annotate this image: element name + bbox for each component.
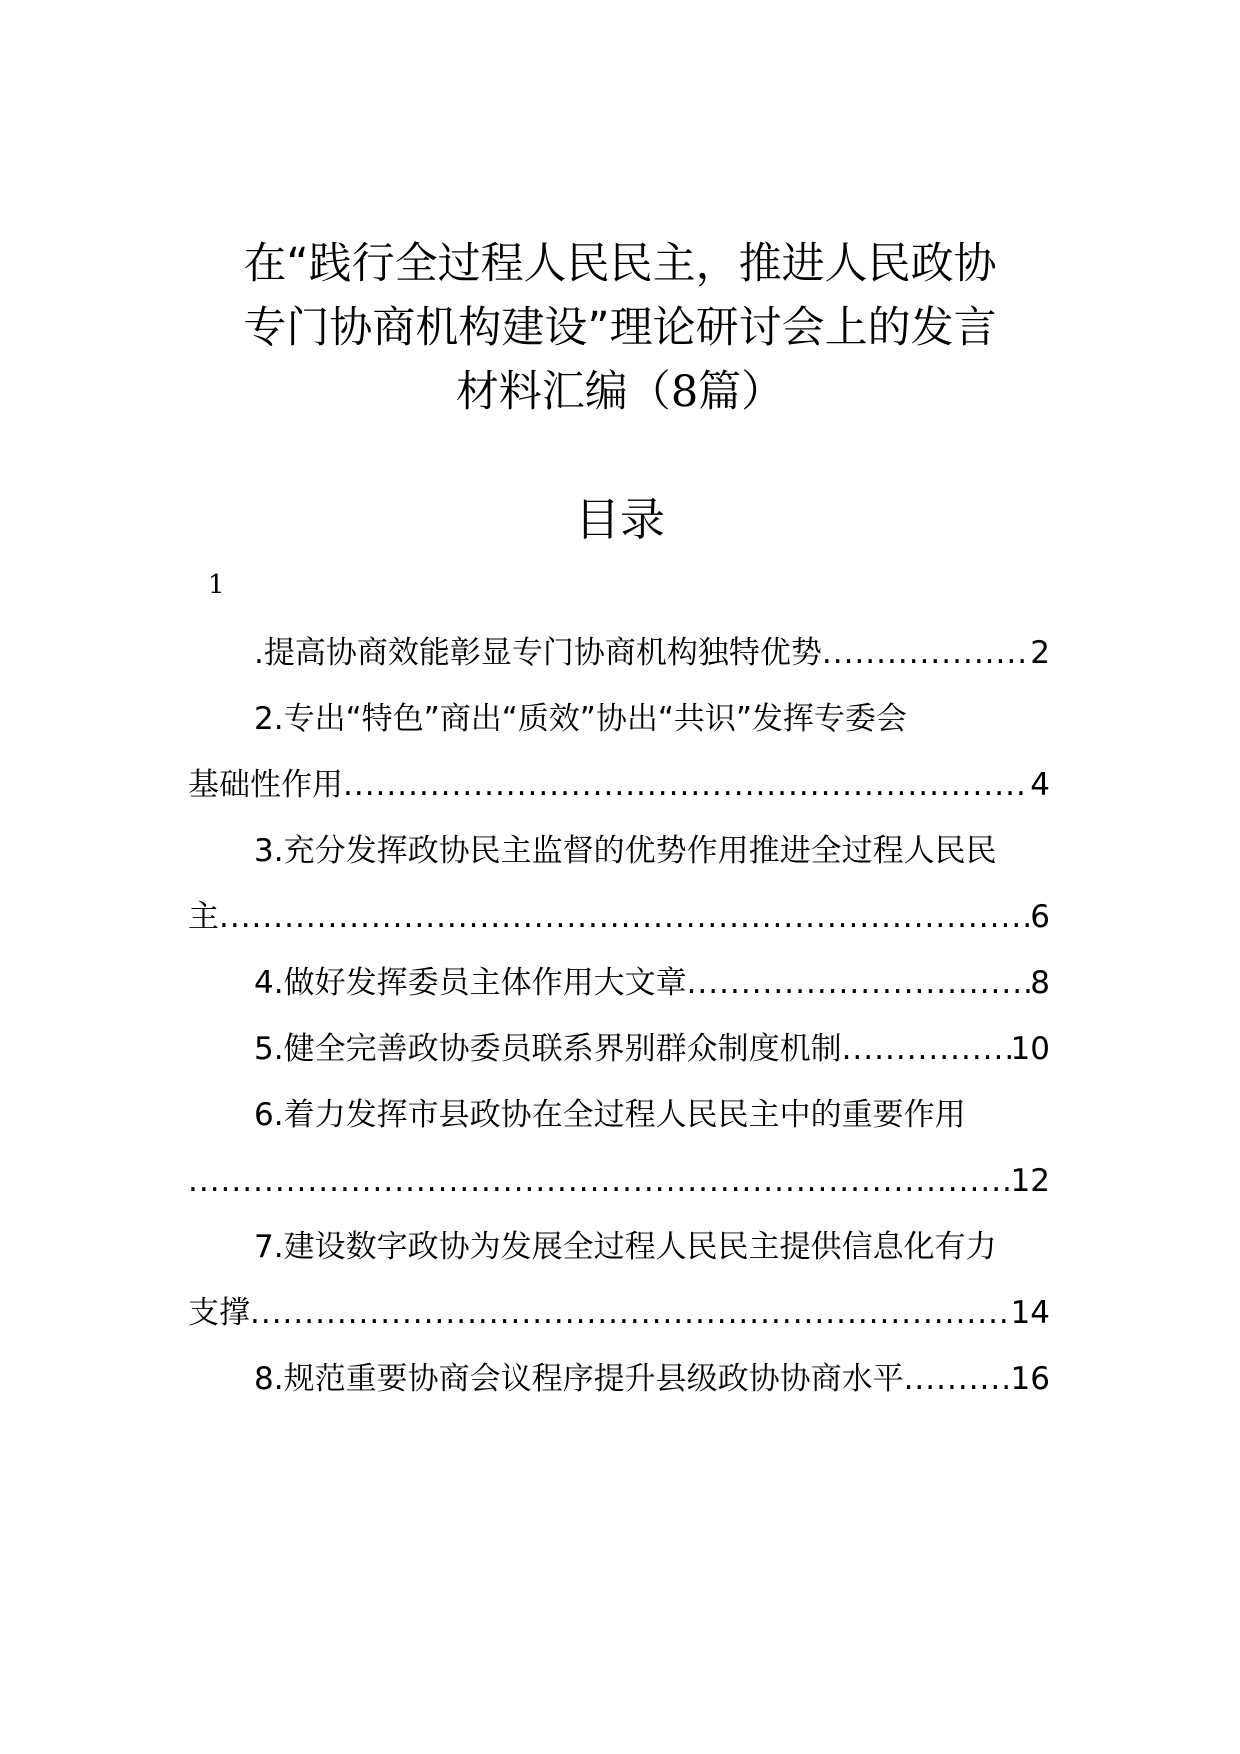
toc-entry-line2: 支撑 (188, 1295, 250, 1331)
toc-row (188, 1016, 1050, 1082)
title-line-2: 专门协商机构建设”理论研讨会上的发言 (243, 303, 997, 353)
toc-leader-dots (842, 1016, 1011, 1082)
toc-leader-dots (188, 1148, 1011, 1214)
toc-entry-page: 4 (1030, 767, 1050, 803)
toc-entry-5[interactable] (188, 1016, 1050, 1082)
toc-row (188, 1346, 1050, 1412)
toc-leader-dots (343, 752, 1030, 818)
toc-entry-4[interactable] (188, 950, 1050, 1016)
document-title (150, 232, 1090, 424)
toc-entry-8[interactable] (188, 1346, 1050, 1412)
toc-entry-3[interactable] (188, 818, 1050, 950)
toc-entry-text: .提高协商效能彰显专门协商机构独特优势 (254, 635, 822, 671)
toc-entry-page: 12 (1010, 1163, 1050, 1199)
toc-row (188, 752, 1050, 818)
toc-entry-page: 2 (1030, 635, 1050, 671)
toc-leader-dots (219, 884, 1030, 950)
toc-entry-1[interactable] (188, 620, 1050, 686)
toc-entry-page: 8 (1030, 965, 1050, 1001)
toc-leader-dots (822, 620, 1030, 686)
toc-entry-page: 6 (1030, 899, 1050, 935)
toc-entry-7[interactable] (188, 1214, 1050, 1346)
toc-row (188, 1280, 1050, 1346)
toc-entry-line2: 主 (188, 899, 219, 935)
toc-row (188, 1148, 1050, 1214)
title-line-3 (150, 360, 1090, 424)
title-line-3-prefix: 材料汇编（ (455, 367, 671, 417)
toc-row (188, 884, 1050, 950)
toc-entry-text: 5.健全完善政协委员联系界别群众制度机制 (254, 1031, 842, 1067)
toc-heading: 目录 (574, 493, 665, 546)
toc-entry-line1: 7.建设数字政协为发展全过程人民民主提供信息化有力 (254, 1229, 997, 1265)
toc-entry-line1: 2.专出“特色”商出“质效”协出“共识”发挥专委会 (254, 701, 907, 737)
title-line-1: 在“践行全过程人民民主，推进人民政协 (243, 239, 997, 289)
toc-entry-6[interactable] (188, 1082, 1050, 1214)
toc-entry-text: 4.做好发挥委员主体作用大文章 (254, 965, 687, 1001)
toc-entry-2[interactable] (188, 686, 1050, 818)
toc-entry-page: 16 (1010, 1361, 1050, 1397)
title-line-3-suffix: 篇） (698, 367, 785, 417)
toc-leader-dots (250, 1280, 1011, 1346)
page-number: 1 (208, 570, 225, 600)
toc-entry-text: 8.规范重要协商会议程序提升县级政协协商水平 (254, 1361, 904, 1397)
title-count: 8 (670, 367, 699, 417)
table-of-contents (188, 620, 1050, 1412)
toc-leader-dots (904, 1346, 1011, 1412)
toc-entry-line1: 3.充分发挥政协民主监督的优势作用推进全过程人民民 (254, 833, 997, 869)
toc-entry-line2: 基础性作用 (188, 767, 343, 803)
toc-row (188, 950, 1050, 1016)
toc-leader-dots (687, 950, 1031, 1016)
toc-entry-page: 10 (1010, 1031, 1050, 1067)
toc-row (188, 620, 1050, 686)
toc-entry-page: 14 (1010, 1295, 1050, 1331)
toc-entry-line1: 6.着力发挥市县政协在全过程人民民主中的重要作用 (254, 1097, 966, 1133)
